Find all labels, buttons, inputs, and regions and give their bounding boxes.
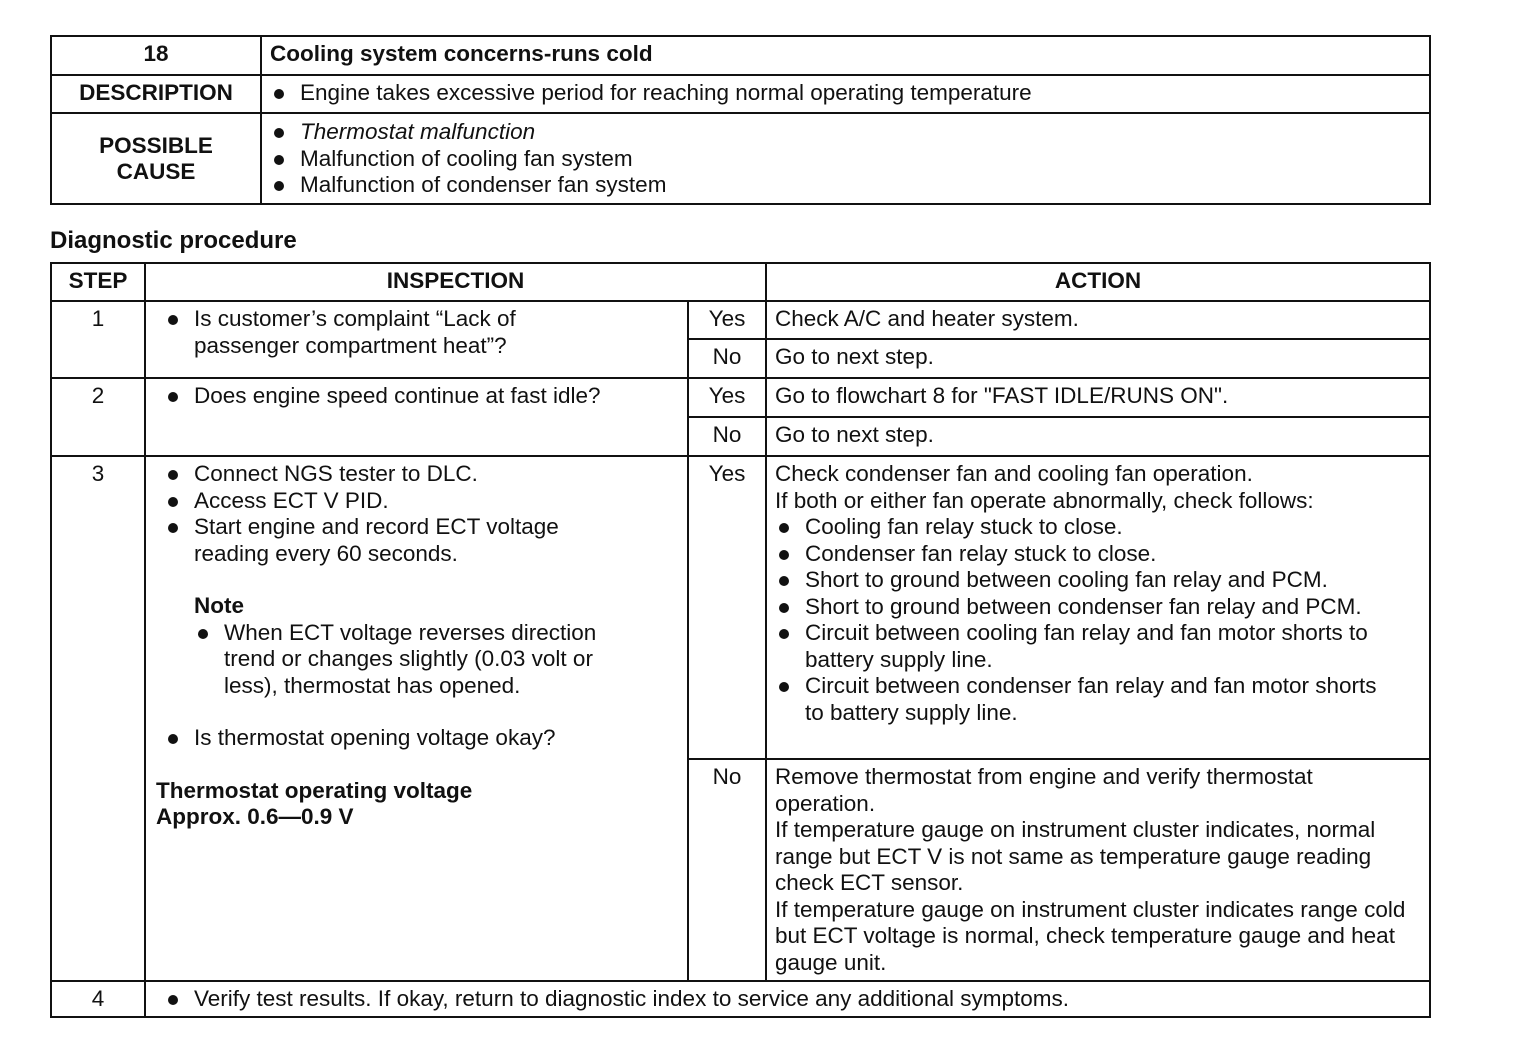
check-item: Circuit between condenser fan relay and fan motor shorts to battery supply line. xyxy=(775,673,1401,726)
inspection-cell xyxy=(144,980,1431,1018)
step-number: 2 xyxy=(50,377,146,457)
question-text: Is thermostat opening voltage okay? xyxy=(164,725,679,752)
header-action: ACTION xyxy=(765,262,1431,302)
spec-value: Approx. 0.6—0.9 V xyxy=(156,804,354,829)
action-yes xyxy=(765,455,1431,760)
possible-cause-label xyxy=(50,112,262,205)
check-item: Cooling fan relay stuck to close. xyxy=(775,514,1401,541)
description-text: Engine takes excessive period for reaching normal operating temperature xyxy=(270,80,1421,107)
action-yes: Check A/C and heater system. xyxy=(765,300,1431,340)
yes-label: Yes xyxy=(687,377,767,418)
cause-label-line1: POSSIBLE xyxy=(99,132,213,158)
inspection-item: Connect NGS tester to DLC. xyxy=(164,461,599,488)
inspection-item: Access ECT V PID. xyxy=(164,488,599,515)
no-label: No xyxy=(687,416,767,457)
inspection-item: Start engine and record ECT voltage reading every 60 seconds. xyxy=(164,514,599,567)
cause-item: Malfunction of cooling fan system xyxy=(270,146,1421,173)
check-item: Circuit between cooling fan relay and fan motor shorts to battery supply line. xyxy=(775,620,1401,673)
diagnostic-heading: Diagnostic procedure xyxy=(50,227,297,254)
check-item: Short to ground between cooling fan relay and PCM. xyxy=(775,567,1401,594)
step-number: 1 xyxy=(50,300,146,379)
action-text: Check condenser fan and cooling fan operation. xyxy=(775,461,1253,486)
inspection-text: Does engine speed continue at fast idle? xyxy=(164,383,679,410)
header-inspection: INSPECTION xyxy=(144,262,767,302)
symptom-title: Cooling system concerns-runs cold xyxy=(260,35,1431,76)
spec-label: Thermostat operating voltage xyxy=(156,777,473,803)
action-no: Go to next step. xyxy=(765,338,1431,379)
inspection-cell xyxy=(144,377,689,457)
description-label: DESCRIPTION xyxy=(50,74,262,114)
no-label: No xyxy=(687,338,767,379)
cause-item: Thermostat malfunction xyxy=(270,119,1421,146)
inspection-text: Verify test results. If okay, return to diagnostic index to service any additional symptoms. xyxy=(164,986,1421,1013)
header-step: STEP xyxy=(50,262,146,302)
yes-label: Yes xyxy=(687,300,767,340)
action-text: Remove thermostat from engine and verify thermostat operation. xyxy=(775,764,1313,816)
note-text: When ECT voltage reverses direction trend or changes slightly (0.03 volt or less), thermostat has opened. xyxy=(194,620,639,700)
action-no: Go to next step. xyxy=(765,416,1431,457)
action-yes: Go to flowchart 8 for "FAST IDLE/RUNS ON". xyxy=(765,377,1431,418)
check-item: Condenser fan relay stuck to close. xyxy=(775,541,1401,568)
inspection-cell xyxy=(144,300,689,379)
yes-label: Yes xyxy=(687,455,767,760)
action-text: If temperature gauge on instrument cluster indicates, normal range but ECT V is not same as temperature gauge reading check ECT sensor. xyxy=(775,817,1376,895)
check-item: Short to ground between condenser fan relay and PCM. xyxy=(775,594,1401,621)
action-text: If both or either fan operate abnormally, check follows: xyxy=(775,487,1314,513)
inspection-text: Is customer’s complaint “Lack of passenger compartment heat”? xyxy=(164,306,567,359)
description-cell xyxy=(260,74,1431,114)
step-number: 3 xyxy=(50,455,146,982)
step-number: 4 xyxy=(50,980,146,1018)
symptom-number: 18 xyxy=(50,35,262,76)
cause-item: Malfunction of condenser fan system xyxy=(270,172,1421,199)
note-label: Note xyxy=(194,593,244,618)
no-label: No xyxy=(687,758,767,982)
possible-cause-list xyxy=(260,112,1431,205)
inspection-cell xyxy=(144,455,689,982)
action-no xyxy=(765,758,1431,982)
cause-label-line2: CAUSE xyxy=(116,158,196,184)
action-text: If temperature gauge on instrument cluster indicates range cold but ECT voltage is normal, check temperature gauge and heat gauge unit. xyxy=(775,896,1406,975)
